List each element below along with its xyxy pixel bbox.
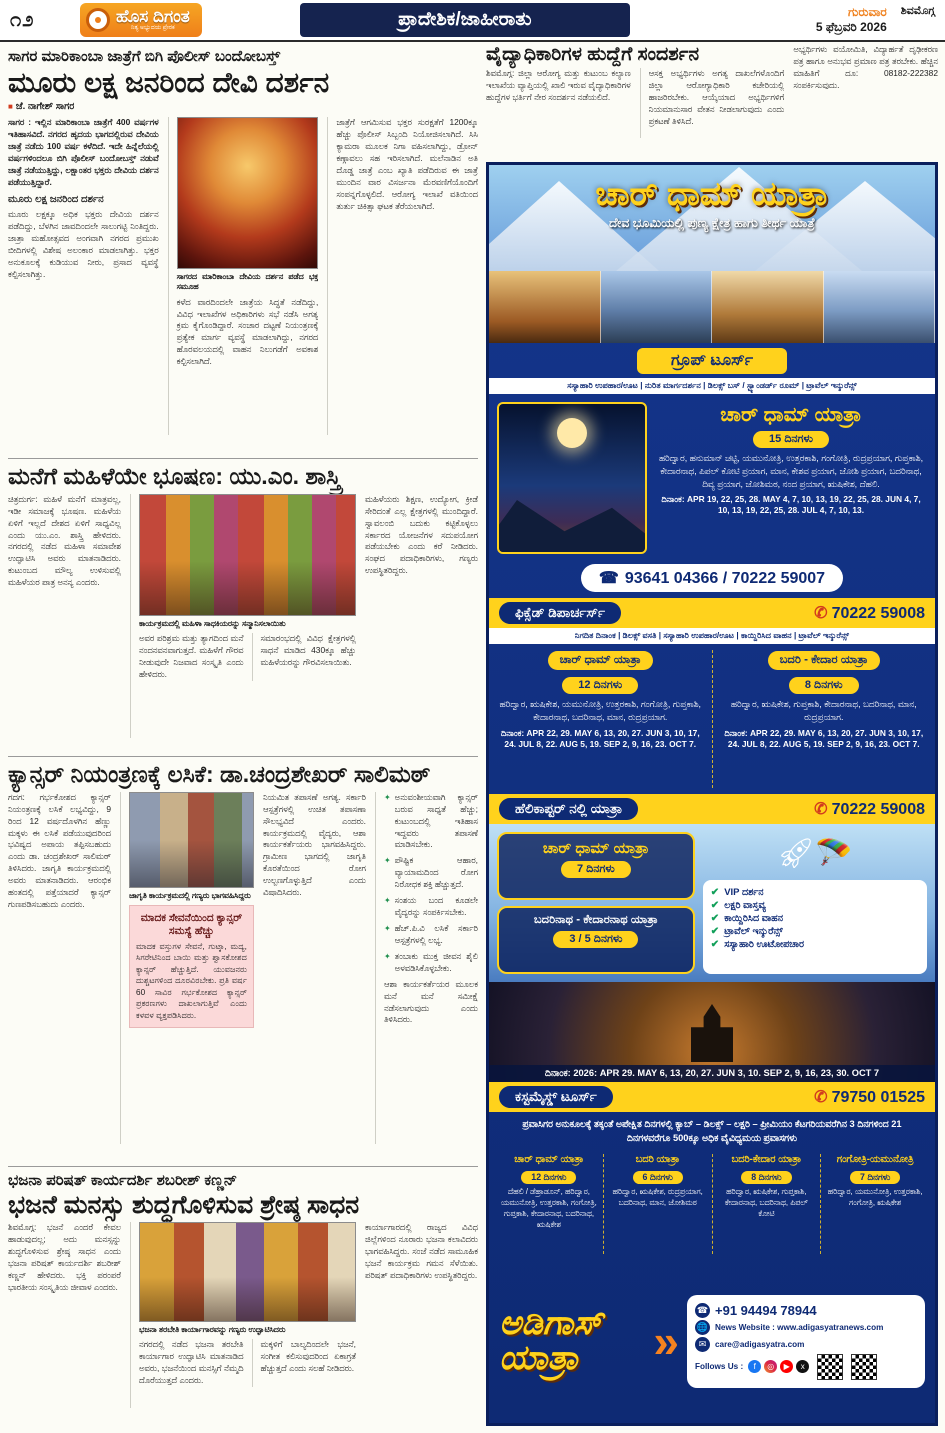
article-column <box>252 1339 357 1387</box>
check-icon: ✔ <box>710 926 720 937</box>
checklist-item: ✔ VIP ದರ್ಶನ <box>710 887 764 898</box>
photo-caption: ಕಾರ್ಯಕ್ರಮದಲ್ಲಿ ಮಹಿಳಾ ಸಾಧಕಿಯರನ್ನು ಸನ್ಮಾನಿಸಲಾಯಿತು <box>139 618 286 628</box>
phone-icon: ✆ <box>814 1089 828 1106</box>
article-column <box>375 792 478 1144</box>
tour-places: ಹರಿದ್ವಾರ, ಋಷಿಕೇಶ, ಗುಪ್ತಕಾಶಿ, ಕೇದಾರನಾಥ, ಬದರಿನಾಥ, ಮಾನ, ರುದ್ರಪ್ರಯಾಗ. <box>730 699 917 722</box>
tour-title: ಬದರಿ-ಕೇದಾರ ಯಾತ್ರಾ <box>731 1153 802 1165</box>
fixed-tours-columns <box>489 644 935 794</box>
moon-icon <box>557 418 587 448</box>
brand-name-line2: ಯಾತ್ರಾ <box>499 1339 579 1378</box>
list-item: ✦ ಹೆಚ್.ಪಿ.ವಿ ಲಸಿಕೆ ಸರ್ಕಾರಿ ಆಸ್ಪತ್ರೆಗಳಲ್ಲಿ ಲಭ್ಯ. <box>383 922 478 945</box>
diamond-bullet-icon: ✦ <box>383 923 391 933</box>
helicopter-phone-button[interactable]: ✆ 70222 59008 <box>814 801 925 818</box>
social-icons <box>748 1360 809 1373</box>
helicopter-section <box>489 824 935 982</box>
article-headline: ವೈದ್ಯಾಧಿಕಾರಿಗಳ ಹುದ್ದೆಗೆ ಸಂದರ್ಶನ <box>486 44 700 65</box>
check-icon: ✔ <box>710 900 720 911</box>
checklist-item: ✔ ಕಾಯ್ದಿರಿಸಿದ ವಾಹನ <box>710 913 784 924</box>
photo-caption: ಭಜನಾ ತರಬೇತಿ ಕಾರ್ಯಾಗಾರವನ್ನು ಗಣ್ಯರು ಉದ್ಘಾಟಿಸಿದರು <box>139 1325 286 1334</box>
customised-label: ಕಸ್ಟಮೈಸ್ಡ್ ಟೂರ್ಸ್ <box>499 1086 613 1108</box>
masthead-tagline: ನಿತ್ಯ ಅಭ್ಯುದಯ ಪ್ರೇರಕ <box>131 25 175 31</box>
weekday: ಗುರುವಾರ <box>848 5 887 19</box>
temple-photo-strip <box>489 271 935 343</box>
globe-icon: 🌐 <box>695 1320 710 1335</box>
article-column <box>263 792 366 1144</box>
tour-title: ಚಾರ್ ಧಾಮ್ ಯಾತ್ರಾ <box>542 840 649 857</box>
amenities-strip: ನಿಗದಿತ ದಿನಾಂಕ | ಡಿಲಕ್ಸ್ ವಸತಿ | ಸಸ್ಯಾಹಾರಿ ಉಪಹಾರ/ಊಟ | ಕಾಯ್ದಿರಿಸಿದ ವಾಹನ | ಟ್ರಾವೆಲ್ ಇನ್ಶುರೆನ್ಸ್ <box>489 628 935 644</box>
tour-days-badge: 8 ದಿನಗಳು <box>789 677 859 694</box>
body-text: ಶಿವಮೊಗ್ಗ: ಜಿಲ್ಲಾ ಆರೋಗ್ಯ ಮತ್ತು ಕುಟುಂಬ ಕಲ್ಯಾಣ ಇಲಾಖೆಯ ವ್ಯಾಪ್ತಿಯಲ್ಲಿ ಖಾಲಿ ಇರುವ ವೈದ್ಯಾಧಿಕಾರಿಗಳ ಹುದ್ದೆಗಳ ಭರ್ತಿಗೆ ನೇರ ಸಂದರ್ಶನ ನಡೆಯಲಿದೆ. <box>486 68 631 103</box>
night-mountain-photo <box>497 402 647 554</box>
tour-places: ಹರಿದ್ವಾರ, ಋಷಿಕೇಶ, ಗುಪ್ತಕಾಶಿ, ಕೇದಾರನಾಥ, ಬದರಿನಾಥ, ಪಿಪಲ್ ಕೋಟಿ <box>724 1186 808 1218</box>
phone-icon: ☎ <box>695 1303 710 1318</box>
article-column <box>640 68 785 138</box>
main-tour-section <box>489 394 935 562</box>
customised-tours-columns <box>489 1148 935 1260</box>
helicopter-band <box>489 794 935 824</box>
tour-title: ಬದರಿನಾಥ - ಕೇದಾರನಾಥ ಯಾತ್ರಾ <box>533 914 658 926</box>
deity-photo <box>177 117 319 269</box>
article-column <box>8 1222 121 1408</box>
article-kicker: ಭಜನಾ ಪರಿಷತ್ ಕಾರ್ಯದರ್ಶಿ ಶಬರೀಶ್ ಕಣ್ಣನ್ <box>8 1172 238 1189</box>
masthead <box>80 3 202 37</box>
ad-subtitle: ದೇವ ಭೂಮಿಯಲ್ಲಿ ಪುಣ್ಯ ಕ್ಷೇತ್ರ ಹಾಗು ತೀರ್ಥ ಯಾತ್ರೆ <box>609 216 815 230</box>
brand-website-link[interactable]: 🌐 News Website : www.adigasyatranews.com <box>695 1320 917 1335</box>
temple-silhouette <box>677 1004 747 1062</box>
mountain-silhouette <box>497 500 647 552</box>
youtube-icon[interactable]: ▶ <box>780 1360 793 1373</box>
chevron-icon: » <box>653 1315 679 1368</box>
check-icon: ✔ <box>710 913 720 924</box>
checklist-item: ✔ ಲಕ್ಷರಿ ವಾಸ್ತವ್ಯ <box>710 900 766 911</box>
tour-days-badge: 6 ದಿನಗಳು <box>633 1171 683 1184</box>
article-kicker: ಸಾಗರ ಮಾರಿಕಾಂಬಾ ಜಾತ್ರೆಗೆ ಬಿಗಿ ಪೊಲೀಸ್ ಬಂದೋಬಸ್ತ್ <box>8 48 281 65</box>
feature-checklist <box>703 880 927 974</box>
article-devi-darshan <box>8 48 478 454</box>
body-text: ಕಳೆದ ವಾರದಿಂದಲೇ ಜಾತ್ರೆಯ ಸಿದ್ಧತೆ ನಡೆದಿದ್ದು, ವಿವಿಧ ಇಲಾಖೆಗಳ ಅಧಿಕಾರಿಗಳು ಸಭೆ ನಡೆಸಿ ಅಗತ್ಯ ಕ್ರಮ ಕೈಗೊಂಡಿದ್ದಾರೆ. ಸಂಚಾರ ದಟ್ಟಣೆ ನಿಯಂತ್ರಣಕ್ಕೆ ಪ್ರತ್ಯೇಕ ಮಾರ್ಗ ವ್ಯವಸ್ಥೆ ಮಾಡಲಾಗಿದ್ದು, ನಗರದ ಹೊರವಲಯದಲ್ಲಿ ವಾಹನ ನಿಲುಗಡೆಗೆ ಅವಕಾಶ ಕಲ್ಪಿಸಲಾಗಿದೆ. <box>176 296 319 367</box>
article-column <box>252 633 357 681</box>
workshop-photo <box>139 1222 356 1322</box>
body-text: ನಿಯಮಿತ ತಪಾಸಣೆ ಅಗತ್ಯ. ಸರ್ಕಾರಿ ಆಸ್ಪತ್ರೆಗಳಲ್ಲಿ ಉಚಿತ ತಪಾಸಣಾ ಸೌಲಭ್ಯವಿದೆ ಎಂದರು. ಕಾರ್ಯಕ್ರಮದಲ್ಲಿ ವೈದ್ಯರು, ಆಶಾ ಕಾರ್ಯಕರ್ತೆಯರು ಭಾಗವಹಿಸಿದ್ದರು. ಗ್ರಾಮೀಣ ಭಾಗದಲ್ಲಿ ಜಾಗೃತಿ ಕೊರತೆಯಿಂದ ರೋಗ ಉಲ್ಬಣಗೊಳ್ಳುತ್ತಿದೆ ಎಂದು ವಿಷಾದಿಸಿದರು. <box>262 791 366 898</box>
masthead-title: ಹೊಸ ದಿಗಂತ <box>116 7 190 26</box>
article-column <box>365 494 478 738</box>
diamond-bullet-icon: ✦ <box>383 896 391 906</box>
body-text: ಸಾಗರ : ಇಲ್ಲಿನ ಮಾರಿಕಾಂಬಾ ಜಾತ್ರೆಗೆ 400 ವರ್ಷಗಳ ಇತಿಹಾಸವಿದೆ. ನಗರದ ಹೃದಯ ಭಾಗದಲ್ಲಿರುವ ದೇವಿಯ ಜಾತ್ರೆ ನಡೆದು 100 ವರ್ಷ ಕಳೆದಿದೆ. ಇದೇ ಹಿನ್ನೆಲೆಯಲ್ಲಿ ವರ್ಷಗಳಿಂದಲೂ ಬಿಗಿ ಪೊಲೀಸ್ ಬಂದೋಬಸ್ತ್ ನಡುವೆ ಜಾತ್ರೆ ನಡೆಯುತ್ತಿದ್ದು, ಲಕ್ಷಾಂತರ ಭಕ್ತರು ದೇವಿಯ ದರ್ಶನ ಪಡೆಯುತ್ತಿದ್ದಾರೆ. <box>8 117 159 187</box>
tour-title: ಬದರಿ - ಕೇದಾರ ಯಾತ್ರಾ <box>768 651 880 670</box>
article-headline: ಮನೆಗೆ ಮಹಿಳೆಯೇ ಭೂಷಣ: ಯು.ಎಂ. ಶಾಸ್ತ್ರಿ <box>8 463 342 489</box>
masthead-logo-icon <box>86 8 110 32</box>
checklist-item: ✔ ಟ್ರಾವೆಲ್ ಇನ್ಶುರೆನ್ಸ್ <box>710 926 783 937</box>
qr-code[interactable] <box>817 1354 843 1380</box>
temple-photo <box>712 271 824 343</box>
helicopter-dates: ದಿನಾಂಕ: 2026: APR 29. MAY 6, 13, 20, 27. JUN 3, 10. SEP 2, 9, 16, 23, 30. OCT 7 <box>489 1065 935 1082</box>
phone-icon: ☎ <box>598 570 619 587</box>
section-title: ಪ್ರಾದೇಶಿಕ/ಜಾಹೀರಾತು <box>300 3 630 37</box>
facebook-icon[interactable]: f <box>748 1360 761 1373</box>
tour-title: ಚಾರ್ ಧಾಮ್ ಯಾತ್ರಾ <box>548 651 653 670</box>
tour-card <box>603 1154 712 1254</box>
temple-photo <box>489 271 601 343</box>
heli-tour-card <box>497 832 695 900</box>
contact-card <box>687 1295 925 1388</box>
article-byline: ■ ಜೆ. ನಾಗೇಶ್ ಸಾಗರ <box>8 101 75 113</box>
tour-dates: ದಿನಾಂಕ: APR 22, 29. MAY 6, 13, 20, 27. JUN 3, 10, 17, 24. JUL 8, 22. AUG 5, 19. SEP 2, 9, 16, 23. OCT 7. <box>724 727 924 749</box>
edition-name: ಶಿವಮೊಗ್ಗ <box>900 5 935 17</box>
follow-us-label: Follows Us : <box>695 1362 744 1372</box>
list-item: ✦ ಅನುವಂಶೀಯವಾಗಿ ಕ್ಯಾನ್ಸರ್ ಬರುವ ಸಾಧ್ಯತೆ ಹೆಚ್ಚು; ಕುಟುಂಬದಲ್ಲಿ ಇತಿಹಾಸ ಇದ್ದವರು ತಪಾಸಣೆ ಮಾಡಿಸಬೇಕು. <box>383 791 478 850</box>
fixed-phone-button[interactable]: ✆ 70222 59008 <box>814 605 925 622</box>
tour-places: ಹರಿದ್ವಾರ, ಯಮುನೋತ್ರಿ, ಉತ್ತರಕಾಶಿ, ಗಂಗೋತ್ರಿ, ಋಷಿಕೇಶ <box>827 1186 923 1207</box>
body-text: ಮೂರು ಲಕ್ಷಕ್ಕೂ ಅಧಿಕ ಭಕ್ತರು ದೇವಿಯ ದರ್ಶನ ಪಡೆದಿದ್ದು, ಬೆಳಗಿನ ಜಾವದಿಂದಲೇ ಸಾಲುಗಟ್ಟಿ ನಿಂತಿದ್ದರು. ಜಾತ್ರಾ ಮಹೋತ್ಸವದ ಅಂಗವಾಗಿ ನಗರದ ಪ್ರಮುಖ ಬೀದಿಗಳಲ್ಲಿ ವಿಶೇಷ ಅಲಂಕಾರ ಮಾಡಲಾಗಿತ್ತು. ಭಕ್ತರ ಅನುಕೂಲಕ್ಕೆ ಕುಡಿಯುವ ನೀರು, ಪ್ರಸಾದ ವ್ಯವಸ್ಥೆ ಕಲ್ಪಿಸಲಾಗಿತ್ತು. <box>8 209 159 279</box>
tour-days-badge: 3 / 5 ದಿನಗಳು <box>553 931 638 948</box>
article-headline: ಕ್ಯಾನ್ಸರ್ ನಿಯಂತ್ರಣಕ್ಕೆ ಲಸಿಕೆ: ಡಾ.ಚಂದ್ರಶೇಖರ್ ಸಾಲಿಮಠ್ <box>8 761 431 787</box>
highlight-title: ಮಾದಕ ಸೇವನೆಯಿಂದ ಕ್ಯಾನ್ಸರ್ ಸಮಸ್ಯೆ ಹೆಚ್ಚು <box>140 911 243 937</box>
brand-phone-link[interactable]: ☎ +91 94494 78944 <box>696 1302 817 1318</box>
awareness-event-photo <box>129 792 254 888</box>
list-item: ✦ ಪೌಷ್ಟಿಕ ಆಹಾರ, ವ್ಯಾಯಾಮದಿಂದ ರೋಗ ನಿರೋಧಕ ಶಕ್ತಿ ಹೆಚ್ಚುತ್ತದೆ. <box>383 855 478 890</box>
group-tours-badge: ಗ್ರೂಪ್ ಟೂರ್ಸ್ <box>637 348 787 374</box>
body-text: ಅವರ ಪರಿಶ್ರಮ ಮತ್ತು ತ್ಯಾಗದಿಂದ ಮನೆ ನಂದನವನವಾಗುತ್ತದೆ. ಮಹಿಳೆಗೆ ಗೌರವ ನೀಡುವುದೇ ನಿಜವಾದ ಸಂಸ್ಕೃತಿ ಎಂದು ಹೇಳಿದರು. <box>139 632 244 679</box>
article-headline: ಮೂರು ಲಕ್ಷ ಜನರಿಂದ ದೇವಿ ದರ್ಶನ <box>8 67 330 98</box>
phone-icon: ✆ <box>814 801 828 818</box>
customised-phone-button[interactable]: ✆ 79750 01525 <box>814 1089 925 1106</box>
tour-days-badge: 7 ದಿನಗಳು <box>850 1171 900 1184</box>
article-center <box>120 792 254 1144</box>
brand-name-line1: ಅಡಿಗಾಸ್ <box>499 1303 603 1342</box>
issue-date: 5 ಫೆಬ್ರವರಿ 2026 <box>815 20 887 34</box>
temple-photo <box>601 271 713 343</box>
article-center <box>130 494 356 738</box>
mail-icon: ✉ <box>695 1337 710 1352</box>
tour-places: ಹರಿದ್ವಾರ, ಋಷಿಕೇಶ, ಯಮುನೋತ್ರಿ, ಉತ್ತರಕಾಶಿ, ಗಂಗೋತ್ರಿ, ಗುಪ್ತಕಾಶಿ, ಕೇದಾರನಾಥ, ಬದರಿನಾಥ, ಮಾನ, ರುದ್ರಪ್ರಯಾಗ. <box>499 699 702 722</box>
diamond-bullet-icon: ✦ <box>383 951 391 961</box>
body-text: ಗದಗ: ಗರ್ಭಕೋಶದ ಕ್ಯಾನ್ಸರ್ ನಿಯಂತ್ರಣಕ್ಕೆ ಲಸಿಕೆ ಲಭ್ಯವಿದ್ದು, 9 ರಿಂದ 12 ವರ್ಷದೊಳಗಿನ ಹೆಣ್ಣು ಮಕ್ಕಳು ಈ ಲಸಿಕೆ ಪಡೆಯುವುದರಿಂದ ಭವಿಷ್ಯದ ಅಪಾಯ ತಪ್ಪಿಸಬಹುದು ಎಂದು ಡಾ. ಚಂದ್ರಶೇಖರ್ ಸಾಲಿಮಠ್ ತಿಳಿಸಿದರು. ಜಾಗೃತಿ ಕಾರ್ಯಕ್ರಮದಲ್ಲಿ ಅವರು ಮಾತನಾಡಿದರು. ಆರಂಭಿಕ ಹಂತದಲ್ಲಿ ಪತ್ತೆಯಾದರೆ ಕ್ಯಾನ್ಸರ್ ಗುಣಪಡಿಸಬಹುದು ಎಂದರು. <box>8 791 112 910</box>
list-item: ✦ ಸಂಶಯ ಬಂದ ಕೂಡಲೇ ವೈದ್ಯರನ್ನು ಸಂಪರ್ಕಿಸಬೇಕು. <box>383 895 478 918</box>
brand-name <box>499 1303 645 1378</box>
instagram-icon[interactable]: ◎ <box>764 1360 777 1373</box>
body-text: ಚಿತ್ರದುರ್ಗ: ಮಹಿಳೆ ಮನೆಗೆ ಮಾತ್ರವಲ್ಲ, ಇಡೀ ಸಮಾಜಕ್ಕೆ ಭೂಷಣ. ಮಹಿಳೆಯ ಏಳಿಗೆ ಇಲ್ಲದೆ ದೇಶದ ಏಳಿಗೆ ಸಾಧ್ಯವಿಲ್ಲ ಎಂದು ಯು.ಎಂ. ಶಾಸ್ತ್ರಿ ಹೇಳಿದರು. ನಗರದಲ್ಲಿ ನಡೆದ ಮಹಿಳಾ ಸಮಾವೇಶ ಉದ್ಘಾಟಿಸಿ ಅವರು ಮಾತನಾಡಿದರು. ಕುಟುಂಬದ ಮೌಲ್ಯ ಉಳಿಸುವಲ್ಲಿ ಮಹಿಳೆಯರ ಪಾತ್ರ ಅನನ್ಯ ಎಂದರು. <box>8 493 121 588</box>
check-icon: ✔ <box>710 939 720 950</box>
helicopter-icon: 🚀︎🪂 <box>777 837 853 870</box>
tour-places: ದೆಹಲಿ / ಡೆಹ್ರಾಡೂನ್, ಹರಿದ್ವಾರ, ಯಮುನೋತ್ರಿ, ಉತ್ತರಕಾಶಿ, ಗಂಗೋತ್ರಿ, ಗುಪ್ತಕಾಶಿ, ಕೇದಾರನಾಥ, ಬದರಿನಾಥ, ಋಷಿಕೇಶ <box>500 1186 597 1229</box>
tour-title: ಗಂಗೋತ್ರಿ-ಯಮುನೋತ್ರಿ <box>836 1153 914 1165</box>
page-number: ೧೨ <box>10 8 35 31</box>
tour-title: ಬದರಿ ಯಾತ್ರಾ <box>635 1153 680 1165</box>
tour-card <box>712 650 928 788</box>
article-column <box>139 633 244 681</box>
highlight-body: ಮಾದಕ ವಸ್ತುಗಳ ಸೇವನೆ, ಗುಟ್ಕಾ, ಮದ್ಯ, ಸಿಗರೇಟಿನಿಂದ ಬಾಯಿ ಮತ್ತು ಶ್ವಾಸಕೋಶದ ಕ್ಯಾನ್ಸರ್ ಹೆಚ್ಚುತ್ತಿದೆ. ಯುವಜನರು ದುಶ್ಚಟಗಳಿಂದ ದೂರವಿರಬೇಕು. ಪ್ರತಿ ವರ್ಷ 60 ಸಾವಿರ ಗರ್ಭಕೋಶದ ಕ್ಯಾನ್ಸರ್ ಪ್ರಕರಣಗಳು ದಾಖಲಾಗುತ್ತಿವೆ ಎಂದು ಕಳವಳ ವ್ಯಕ್ತಪಡಿಸಿದರು. <box>136 941 247 1020</box>
tour-days-badge: 12 ದಿನಗಳು <box>521 1171 576 1184</box>
primary-phone-button[interactable]: ☎ 93641 04366 / 70222 59007 <box>581 564 843 592</box>
tour-days-badge: 7 ದಿನಗಳು <box>561 861 631 878</box>
amenities-strip: ಸಸ್ಯಾಹಾರಿ ಉಪಹಾರ/ಊಟ | ನುರಿತ ಮಾರ್ಗದರ್ಶನ | ಡಿಲಕ್ಸ್ ಬಸ್ / ಸ್ಟ್ಯಾಂಡರ್ಡ್ ರೂಮ್ | ಟ್ರಾವೆಲ್ ಇನ್ಶುರೆನ್ಸ್ <box>489 378 935 394</box>
article-column <box>8 792 111 1144</box>
body-text: ಆಸಕ್ತ ಅಭ್ಯರ್ಥಿಗಳು ಅಗತ್ಯ ದಾಖಲೆಗಳೊಂದಿಗೆ ಜಿಲ್ಲಾ ಆರೋಗ್ಯಾಧಿಕಾರಿ ಕಚೇರಿಯಲ್ಲಿ ಹಾಜರಿರಬೇಕು. ಆಯ್ಕೆಯಾದ ಅಭ್ಯರ್ಥಿಗಳಿಗೆ ನಿಯಮಾನುಸಾರ ವೇತನ ನೀಡಲಾಗುವುದು ಎಂದು ಪ್ರಕಟಣೆ ತಿಳಿಸಿದೆ. <box>648 68 785 126</box>
article-column <box>8 117 159 435</box>
kedarnath-temple-photo <box>489 982 935 1082</box>
x-icon[interactable]: x <box>796 1360 809 1373</box>
article-column <box>139 1339 244 1387</box>
article-headline: ಭಜನೆ ಮನಸ್ಸು ಶುದ್ಧಗೊಳಿಸುವ ಶ್ರೇಷ್ಠ ಸಾಧನ <box>8 1191 360 1219</box>
highlight-box <box>129 905 254 1028</box>
article-center <box>130 1222 356 1408</box>
body-text: ಸಮಾರಂಭದಲ್ಲಿ ವಿವಿಧ ಕ್ಷೇತ್ರಗಳಲ್ಲಿ ಸಾಧನೆ ಮಾಡಿದ 430ಕ್ಕೂ ಹೆಚ್ಚು ಮಹಿಳೆಯರನ್ನು ಗೌರವಿಸಲಾಯಿತು. <box>260 632 356 667</box>
article-column <box>365 1222 478 1408</box>
ad-hero <box>489 165 935 343</box>
tour-days-badge: 12 ದಿನಗಳು <box>562 677 638 694</box>
tour-days-badge: 8 ದಿನಗಳು <box>741 1171 791 1184</box>
phone-icon: ✆ <box>814 605 828 622</box>
body-text: ಅಭ್ಯರ್ಥಿಗಳು ವಯೋಮಿತಿ, ವಿದ್ಯಾರ್ಹತೆ ದೃಢೀಕರಣ ಪತ್ರ ಹಾಗೂ ಅನುಭವ ಪ್ರಮಾಣ ಪತ್ರ ತರಬೇಕು. ಹೆಚ್ಚಿನ ಮಾಹಿತಿಗೆ ದೂ: 08182-222382 ಸಂಪರ್ಕಿಸುವುದು. <box>793 44 938 90</box>
tour-places: ಹರಿದ್ವಾರ, ಋಷಿಕೇಶ, ರುದ್ರಪ್ರಯಾಗ, ಬದರಿನಾಥ, ಮಾನ, ಜೋಶಿಮಠ <box>612 1186 703 1207</box>
article-subhead: ಮೂರು ಲಕ್ಷ ಜನರಿಂದ ದರ್ಶನ <box>8 193 104 205</box>
article-bhajan <box>8 1166 478 1426</box>
photo-caption: ಸಾಗರದ ಮಾರಿಕಾಂಬಾ ದೇವಿಯ ದರ್ಶನ ಪಡೆದ ಭಕ್ತ ಸಮೂಹ <box>176 272 319 292</box>
brand-email-link[interactable]: ✉ care@adigasyatra.com <box>695 1337 917 1352</box>
page-header <box>0 0 945 42</box>
list-item: ✦ ತಂಬಾಕು ಮುಕ್ತ ಜೀವನ ಶೈಲಿ ಅಳವಡಿಸಿಕೊಳ್ಳಬೇಕು. <box>383 950 478 973</box>
tour-dates: ದಿನಾಂಕ: APR 19, 22, 25, 28. MAY 4, 7, 10, 13, 19, 22, 25, 28. JUN 4, 7, 10, 13, 19, 22, 25, 28. JUL 4, 7, 10, 13. <box>661 494 921 516</box>
body-text: ಜಾತ್ರೆಗೆ ಆಗಮಿಸುವ ಭಕ್ತರ ಸುರಕ್ಷತೆಗೆ 1200ಕ್ಕೂ ಹೆಚ್ಚು ಪೊಲೀಸ್ ಸಿಬ್ಬಂದಿ ನಿಯೋಜಿಸಲಾಗಿದೆ. ಸಿಸಿ ಕ್ಯಾಮರಾ ಮೂಲಕ ನಿಗಾ ವಹಿಸಲಾಗಿದ್ದು, ಡ್ರೋನ್ ಕಣ್ಗಾವಲು ಸಹ ಇರಿಸಲಾಗಿದೆ. ಮಲೆನಾಡಿನ ಅತಿ ದೊಡ್ಡ ಜಾತ್ರೆ ಎಂಬ ಖ್ಯಾತಿ ಪಡೆದಿರುವ ಈ ಜಾತ್ರೆ ಮುಂದಿನ ವಾರ ವಿಸರ್ಜನಾ ಮೆರವಣಿಗೆಯೊಂದಿಗೆ ಸಂಪನ್ನಗೊಳ್ಳಲಿದೆ. ಆರೋಗ್ಯ ಇಲಾಖೆ ವತಿಯಿಂದ ತುರ್ತು ಚಿಕಿತ್ಸಾ ಘಟಕ ತೆರೆಯಲಾಗಿದೆ. <box>336 117 478 211</box>
article-women <box>8 458 478 752</box>
tour-title: ಚಾರ್ ಧಾಮ್ ಯಾತ್ರಾ <box>720 404 862 426</box>
article-column <box>327 117 478 435</box>
fixed-departures-band <box>489 598 935 628</box>
article-column <box>486 68 631 138</box>
ad-title: ಚಾರ್ ಧಾಮ್ ಯಾತ್ರಾ <box>595 175 829 212</box>
body-text: ಶಿವಮೊಗ್ಗ: ಭಜನೆ ಎಂದರೆ ಕೇವಲ ಹಾಡುವುದಲ್ಲ; ಅದು ಮನಸ್ಸನ್ನು ಶುದ್ಧಗೊಳಿಸುವ ಶ್ರೇಷ್ಠ ಸಾಧನ ಎಂದು ಭಜನಾ ಪರಿಷತ್ ಕಾರ್ಯದರ್ಶಿ ಶಬರೀಶ್ ಕಣ್ಣನ್ ಹೇಳಿದರು. ಭಕ್ತಿ ಪರಂಪರೆ ಭಾರತೀಯ ಸಂಸ್ಕೃತಿಯ ಜೀವಾಳ ಎಂದರು. <box>8 1222 121 1292</box>
body-text: ಮಕ್ಕಳಿಗೆ ಬಾಲ್ಯದಿಂದಲೇ ಭಜನೆ, ಸಂಗೀತ ಕಲಿಸುವುದರಿಂದ ಏಕಾಗ್ರತೆ ಹೆಚ್ಚುತ್ತದೆ ಎಂದು ಸಲಹೆ ನೀಡಿದರು. <box>260 1339 356 1373</box>
tour-card <box>820 1154 929 1254</box>
check-icon: ✔ <box>710 887 720 898</box>
fixed-departures-label: ಫಿಕ್ಸೆಡ್ ಡಿಪಾರ್ಚರ್ಸ್ <box>499 602 621 624</box>
temple-photo <box>824 271 936 343</box>
article-column <box>168 117 319 435</box>
tour-card <box>495 1154 603 1254</box>
article-column <box>793 44 938 158</box>
event-group-photo <box>139 494 356 616</box>
tour-card <box>712 1154 821 1254</box>
byline-bullet-icon: ■ <box>8 102 13 112</box>
char-dham-advertisement <box>486 162 938 1426</box>
customised-description: ಪ್ರವಾಸಿಗರ ಅನುಕೂಲಕ್ಕೆ ತಕ್ಕಂತೆ ಅಪೇಕ್ಷಿತ ದಿನಗಳಲ್ಲಿ ಕ್ಯಾಬ್ – ಡಿಲಕ್ಸ್ – ಲಕ್ಷರಿ – ಪ್ರೀಮಿಯಂ ಕೆಟಗರಿಯವರೆಗಿನ 3 ದಿನಗಳಿಂದ 21 ದಿನಗಳವರೆಗೂ 500ಕ್ಕೂ ಅಧಿಕ ವೈವಿಧ್ಯಮಯ ಪ್ರವಾಸಗಳು <box>522 1119 902 1143</box>
article-cancer <box>8 756 478 1162</box>
tour-title: ಚಾರ್ ಧಾಮ್ ಯಾತ್ರಾ <box>514 1153 584 1165</box>
article-column <box>8 494 121 738</box>
diamond-bullet-icon: ✦ <box>383 792 391 802</box>
diamond-bullet-icon: ✦ <box>383 856 391 866</box>
heli-tour-card <box>497 906 695 974</box>
helicopter-label: ಹೆಲಿಕಾಪ್ಟರ್ ನಲ್ಲಿ ಯಾತ್ರಾ <box>499 798 638 820</box>
customised-band <box>489 1082 935 1112</box>
checklist-item: ✔ ಸಸ್ಯಾಹಾರಿ ಊಟೋಪಚಾರ <box>710 939 805 950</box>
body-text: ಕಾರ್ಯಾಗಾರದಲ್ಲಿ ರಾಜ್ಯದ ವಿವಿಧ ಜಿಲ್ಲೆಗಳಿಂದ ನೂರಾರು ಭಜನಾ ಕಲಾವಿದರು ಭಾಗವಹಿಸಿದ್ದರು. ಸಂಜೆ ನಡೆದ ಸಾಮೂಹಿಕ ಭಜನೆ ಕಾರ್ಯಕ್ರಮ ಗಮನ ಸೆಳೆಯಿತು. ಪರಿಷತ್ ಪದಾಧಿಕಾರಿಗಳು ಉಪಸ್ಥಿತರಿದ್ದರು. <box>365 1222 478 1280</box>
body-text: ಆಶಾ ಕಾರ್ಯಕರ್ತೆಯರ ಮೂಲಕ ಮನೆ ಮನೆ ಸಮೀಕ್ಷೆ ನಡೆಸಲಾಗುವುದು ಎಂದು ತಿಳಿಸಿದರು. <box>383 978 478 1025</box>
body-text: ಮಹಿಳೆಯರು ಶಿಕ್ಷಣ, ಉದ್ಯೋಗ, ಕ್ರೀಡೆ ಸೇರಿದಂತೆ ಎಲ್ಲ ಕ್ಷೇತ್ರಗಳಲ್ಲಿ ಮುಂದಿದ್ದಾರೆ. ಸ್ವಾವಲಂಬಿ ಬದುಕು ಕಟ್ಟಿಕೊಳ್ಳಲು ಸರ್ಕಾರದ ಯೋಜನೆಗಳ ಸದುಪಯೋಗ ಪಡೆಯಬೇಕು ಎಂದು ಕರೆ ನೀಡಿದರು. ಸಂಘದ ಪದಾಧಿಕಾರಿಗಳು, ಗಣ್ಯರು ಉಪಸ್ಥಿತರಿದ್ದರು. <box>365 493 478 576</box>
tour-days-badge: 15 ದಿನಗಳು <box>753 431 829 448</box>
photo-caption: ಜಾಗೃತಿ ಕಾರ್ಯಕ್ರಮದಲ್ಲಿ ಗಣ್ಯರು ಭಾಗವಹಿಸಿದ್ದರು <box>129 890 251 900</box>
brand-footer <box>489 1260 935 1423</box>
tour-dates: ದಿನಾಂಕ: APR 22, 29. MAY 6, 13, 20, 27. JUN 3, 10, 17, 24. JUL 8, 22. AUG 5, 19. SEP 2, 9, 16, 23. OCT 7. <box>500 727 700 749</box>
tour-places: ಹರಿದ್ವಾರ, ಹನುಮಾನ್ ಚಟ್ಟಿ, ಯಮುನೋತ್ರಿ, ಉತ್ತರಕಾಶಿ, ಗಂಗೋತ್ರಿ, ರುದ್ರಪ್ರಯಾಗ, ಗುಪ್ತಕಾಶಿ, ಕೇದಾರನಾಥ, ಪಿಪಲ್ ಕೋಟಿ ಪ್ರಯಾಗ, ಮಾನ, ಕೇಶವ ಪ್ರಯಾಗ, ಜೋಶಿ ಪ್ರಯಾಗ, ಬದರಿನಾಥ, ದಿವ್ಯ ಪ್ರಯಾಗ, ಜೋಶಿಮಠ, ನಂದ ಪ್ರಯಾಗ, ಋಷಿಕೇಶ, ದೆಹಲಿ. <box>658 453 924 489</box>
body-text: ನಗರದಲ್ಲಿ ನಡೆದ ಭಜನಾ ತರಬೇತಿ ಕಾರ್ಯಾಗಾರ ಉದ್ಘಾಟಿಸಿ ಮಾತನಾಡಿದ ಅವರು, ಭಜನೆಯಿಂದ ಮನಸ್ಸಿಗೆ ನೆಮ್ಮದಿ ದೊರೆಯುತ್ತದೆ ಎಂದರು. <box>139 1339 244 1385</box>
tour-card <box>497 650 704 788</box>
qr-code[interactable] <box>851 1354 877 1380</box>
article-interview <box>486 44 938 158</box>
